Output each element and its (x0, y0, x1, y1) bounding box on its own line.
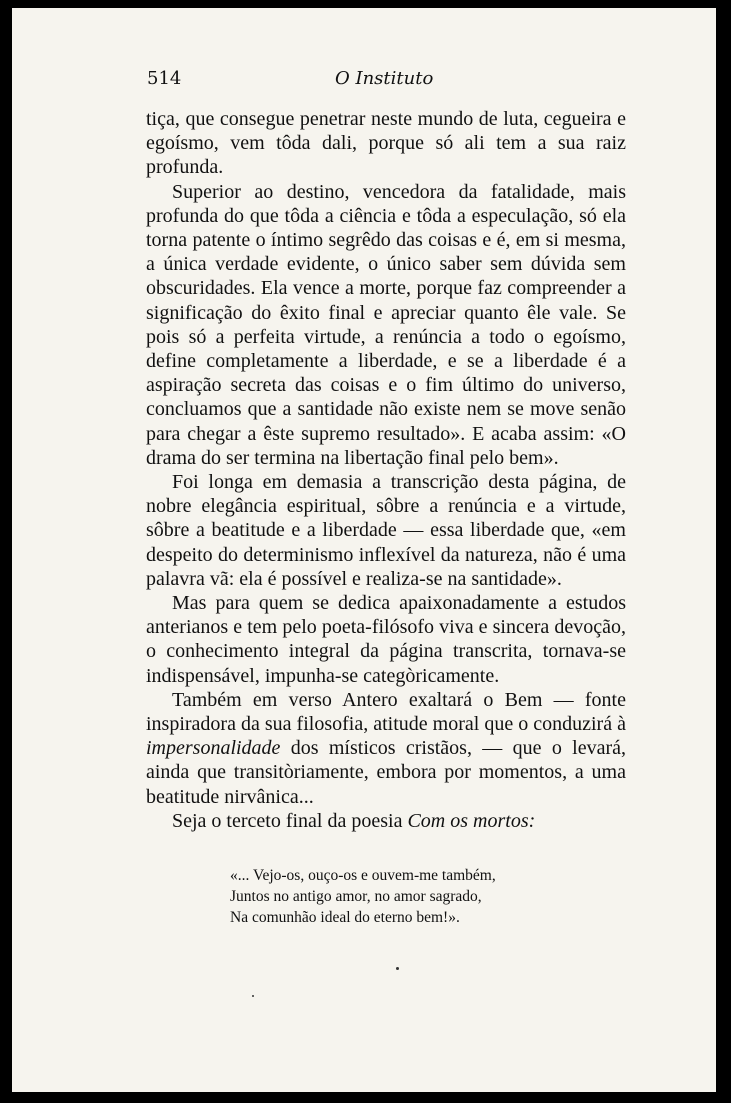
ink-speck (396, 967, 399, 970)
paragraph-seja-o-terceto (146, 809, 626, 833)
ink-speck (252, 995, 254, 997)
paragraph-mas-para-quem: Mas para quem se dedica apaixonadamente a estudos anterianos e tem pelo poeta-filósofo viva e sincera devoção, o conhecimento integral da página transcrita, tornava-se indispensável, impunha-se categòricamente. (146, 592, 626, 687)
journal-title: O Instituto (335, 68, 434, 89)
verse-line: Na comunhão ideal do eterno bem!». (230, 909, 460, 926)
paragraph-text: Também em verso Antero exaltará o Bem — fonte inspiradora da sua filosofia, atitude moral que o conduzirá à (146, 688, 626, 736)
paragraph-text: dos místicos cristãos, — que o levará, ainda que transitòriamente, embora por momentos, a uma beatitude nirvânica... (146, 737, 626, 808)
book-page (12, 8, 716, 1092)
verse-quote (230, 865, 496, 928)
paragraph-text: Seja o terceto final da poesia (172, 809, 408, 832)
paragraph-tambem-em-verso (146, 688, 626, 809)
paragraph-foi-longa: Foi longa em demasia a transcrição desta página, de nobre elegância espiritual, sôbre a renúncia e a virtude, sôbre a beatitude e a liberdade — essa liberdade que, «em despeito do determinismo inflexível da natureza, não é uma palavra vã: ela é possível e realiza-se na santidade». (146, 471, 626, 590)
poem-title: Com os mortos: (407, 809, 536, 832)
paragraph-superior: Superior ao destino, vencedora da fatalidade, mais profunda do que tôda a ciência e tôda a especulação, só ela torna patente o íntimo segrêdo das coisas e é, em si mesma, a única verdade evidente, o único saber sem dúvida sem obscuridades. Ela vence a morte, porque faz compreender a significação do êxito final e apreciar quanto êle vale. Se pois só a perfeita virtude, a renúncia a todo o egoísmo, define completamente a liberdade, e se a liberdade é a aspiração secreta das coisas e o fim último do universo, concluamos que a santidade não existe nem se move senão para chegar a êste supremo resultado». E acaba assim: «O drama do ser termina na libertação final pelo bem». (146, 180, 626, 469)
emphasis-impersonalidade: impersonalidade (146, 737, 281, 760)
page-number: 514 (147, 68, 182, 89)
running-head (12, 68, 716, 98)
paragraph-continuation: tiça, que consegue penetrar neste mundo de luta, cegueira e egoísmo, vem tôda dali, porque só ali tem a sua raiz profunda. (146, 108, 626, 179)
body-text (146, 107, 626, 833)
verse-line: Juntos no antigo amor, no amor sagrado, (230, 888, 482, 905)
verse-line: «... Vejo-os, ouço-os e ouvem-me também, (230, 867, 496, 884)
